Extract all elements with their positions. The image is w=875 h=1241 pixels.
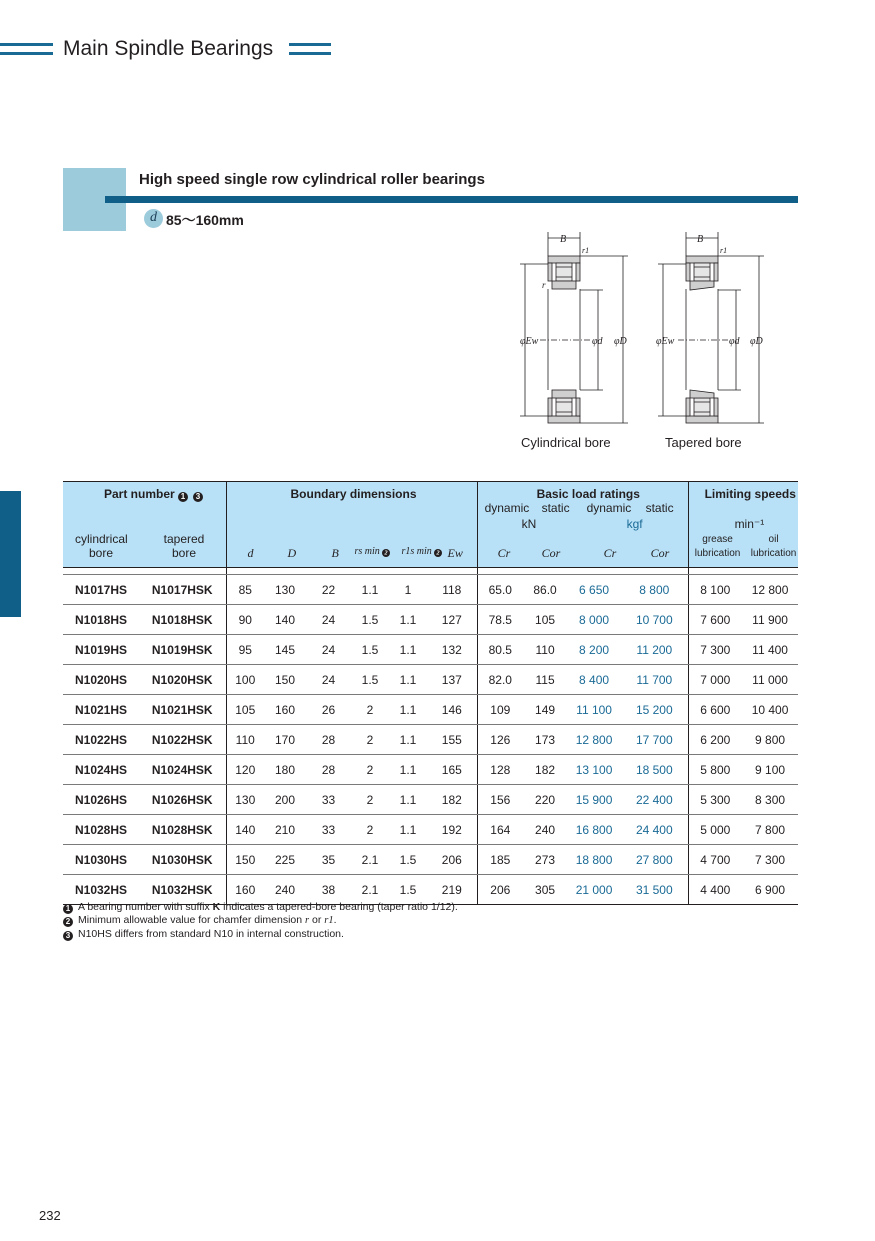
tapered-bore-diagram bbox=[658, 232, 764, 423]
cell-tap: N1026HSK bbox=[139, 785, 226, 815]
cell-d: 130 bbox=[226, 785, 264, 815]
cell-tap: N1017HSK bbox=[139, 575, 226, 605]
cell-d: 105 bbox=[226, 695, 264, 725]
table-row bbox=[63, 755, 798, 785]
col-Cr-kgf-header: Cr bbox=[603, 546, 617, 560]
basic-load-ratings-title: Basic load ratings bbox=[536, 487, 640, 501]
cell-d: 145 bbox=[264, 635, 306, 665]
col-rs-header: rs min 2 bbox=[355, 546, 396, 558]
cell-cor-kn: 240 bbox=[523, 815, 567, 845]
cell-ew: 192 bbox=[427, 815, 477, 845]
table-row bbox=[63, 815, 798, 845]
table-row bbox=[63, 665, 798, 695]
section-bar bbox=[105, 196, 798, 203]
col-D-header: D bbox=[287, 546, 297, 560]
diagram-label-B-tap: B bbox=[697, 234, 704, 245]
cell-d: 160 bbox=[264, 695, 306, 725]
cell-cyl: N1030HS bbox=[63, 845, 139, 875]
cell-b: 26 bbox=[306, 695, 351, 725]
oil-lubrication-header: oil lubrication bbox=[750, 534, 797, 559]
cell-r1s: 1 bbox=[389, 575, 427, 605]
table-row bbox=[63, 875, 798, 905]
cylindrical-bore-diagram bbox=[520, 232, 628, 423]
cell-cor-kgf: 8 800 bbox=[621, 575, 688, 605]
cell-b: 35 bbox=[306, 845, 351, 875]
cell-cor-kgf: 31 500 bbox=[621, 875, 688, 905]
cell-cr-kgf: 8 000 bbox=[567, 605, 621, 635]
cell-cyl: N1022HS bbox=[63, 725, 139, 755]
cell-r1s: 1.1 bbox=[389, 725, 427, 755]
cell-cor-kn: 305 bbox=[523, 875, 567, 905]
cell-cr-kn: 185 bbox=[477, 845, 523, 875]
cell-cyl: N1018HS bbox=[63, 605, 139, 635]
cell-d: 180 bbox=[264, 755, 306, 785]
cell-grease: 5 800 bbox=[688, 755, 742, 785]
cell-d: 150 bbox=[264, 665, 306, 695]
cell-cr-kn: 206 bbox=[477, 875, 523, 905]
cell-oil: 6 900 bbox=[742, 875, 798, 905]
cell-b: 38 bbox=[306, 875, 351, 905]
cell-oil: 12 800 bbox=[742, 575, 798, 605]
header-rule-left-1 bbox=[0, 43, 53, 46]
cell-d: 160 bbox=[226, 875, 264, 905]
col-d-header: d bbox=[247, 546, 254, 560]
cell-cr-kgf: 13 100 bbox=[567, 755, 621, 785]
footnote-1-marker: 1 bbox=[63, 904, 73, 914]
cell-cor-kn: 182 bbox=[523, 755, 567, 785]
page-number: 232 bbox=[39, 1208, 61, 1223]
cell-cr-kn: 65.0 bbox=[477, 575, 523, 605]
cell-ew: 182 bbox=[427, 785, 477, 815]
basic-load-ratings-header bbox=[477, 482, 688, 568]
cell-tap: N1021HSK bbox=[139, 695, 226, 725]
cell-b: 24 bbox=[306, 665, 351, 695]
cell-tap: N1024HSK bbox=[139, 755, 226, 785]
cell-cr-kgf: 18 800 bbox=[567, 845, 621, 875]
cell-grease: 5 300 bbox=[688, 785, 742, 815]
cell-ew: 165 bbox=[427, 755, 477, 785]
bearing-table bbox=[63, 481, 798, 905]
cell-tap: N1019HSK bbox=[139, 635, 226, 665]
cell-grease: 5 000 bbox=[688, 815, 742, 845]
cell-grease: 8 100 bbox=[688, 575, 742, 605]
cell-rs: 2 bbox=[351, 755, 389, 785]
cell-rs: 2 bbox=[351, 725, 389, 755]
cell-oil: 7 300 bbox=[742, 845, 798, 875]
col-Cor-kgf-header: Cor bbox=[650, 546, 670, 560]
cell-cyl: N1020HS bbox=[63, 665, 139, 695]
table-row bbox=[63, 605, 798, 635]
diagram-label-r-cyl: r bbox=[542, 280, 546, 290]
part-number-title: Part number 1 3 bbox=[104, 487, 208, 502]
cell-d: 110 bbox=[226, 725, 264, 755]
d-symbol-badge: d bbox=[144, 209, 163, 228]
diagram-label-r1-cyl: r1 bbox=[582, 246, 590, 255]
cell-grease: 7 300 bbox=[688, 635, 742, 665]
cell-rs: 1.5 bbox=[351, 605, 389, 635]
diagram-label-d-cyl: φd bbox=[592, 336, 603, 347]
static-kgf-label: static bbox=[645, 501, 674, 515]
cell-cor-kgf: 11 200 bbox=[621, 635, 688, 665]
footnote-2: 2 Minimum allowable value for chamfer dimension r or r1. bbox=[63, 914, 337, 927]
cell-cr-kgf: 16 800 bbox=[567, 815, 621, 845]
cylindrical-bore-header: cylindrical bore bbox=[75, 532, 128, 560]
note-1-marker: 1 bbox=[178, 492, 188, 502]
cell-b: 33 bbox=[306, 815, 351, 845]
note-3-marker: 3 bbox=[193, 492, 203, 502]
part-number-header bbox=[63, 482, 226, 568]
cell-cr-kgf: 11 100 bbox=[567, 695, 621, 725]
cell-r1s: 1.1 bbox=[389, 815, 427, 845]
cell-cyl: N1024HS bbox=[63, 755, 139, 785]
cell-tap: N1028HSK bbox=[139, 815, 226, 845]
table-row bbox=[63, 575, 798, 605]
kgf-unit: kgf bbox=[626, 517, 643, 531]
cell-ew: 146 bbox=[427, 695, 477, 725]
tapered-bore-caption: Tapered bore bbox=[665, 435, 742, 450]
cell-rs: 2 bbox=[351, 785, 389, 815]
cell-ew: 127 bbox=[427, 605, 477, 635]
cell-cr-kn: 156 bbox=[477, 785, 523, 815]
header-rule-right-2 bbox=[289, 52, 331, 55]
cell-cyl: N1017HS bbox=[63, 575, 139, 605]
cell-r1s: 1.5 bbox=[389, 875, 427, 905]
diagram-label-D-cyl: φD bbox=[614, 336, 627, 347]
d-range: 85～160mm bbox=[166, 212, 244, 228]
section-title: High speed single row cylindrical roller bearings bbox=[139, 171, 485, 188]
cell-b: 28 bbox=[306, 755, 351, 785]
table-row bbox=[63, 845, 798, 875]
page-title: Main Spindle Bearings bbox=[63, 37, 274, 60]
cell-cr-kn: 126 bbox=[477, 725, 523, 755]
cell-ew: 132 bbox=[427, 635, 477, 665]
cell-r1s: 1.1 bbox=[389, 635, 427, 665]
cell-rs: 1.5 bbox=[351, 635, 389, 665]
cell-rs: 2.1 bbox=[351, 845, 389, 875]
cell-oil: 11 400 bbox=[742, 635, 798, 665]
cell-grease: 7 600 bbox=[688, 605, 742, 635]
cell-oil: 9 100 bbox=[742, 755, 798, 785]
cell-r1s: 1.1 bbox=[389, 665, 427, 695]
cell-rs: 2.1 bbox=[351, 875, 389, 905]
limiting-speeds-title: Limiting speeds bbox=[704, 487, 796, 501]
bearing-diagrams bbox=[505, 228, 795, 433]
cell-cor-kn: 110 bbox=[523, 635, 567, 665]
cell-oil: 9 800 bbox=[742, 725, 798, 755]
cell-cr-kgf: 8 400 bbox=[567, 665, 621, 695]
cell-b: 24 bbox=[306, 635, 351, 665]
cell-tap: N1030HSK bbox=[139, 845, 226, 875]
cell-cr-kn: 80.5 bbox=[477, 635, 523, 665]
table-row bbox=[63, 695, 798, 725]
table-row bbox=[63, 785, 798, 815]
cell-b: 33 bbox=[306, 785, 351, 815]
cell-r1s: 1.1 bbox=[389, 785, 427, 815]
cell-d: 200 bbox=[264, 785, 306, 815]
cell-d: 210 bbox=[264, 815, 306, 845]
cell-cor-kgf: 15 200 bbox=[621, 695, 688, 725]
tapered-bore-header: tapered bore bbox=[163, 532, 205, 560]
cell-cyl: N1026HS bbox=[63, 785, 139, 815]
cell-d: 225 bbox=[264, 845, 306, 875]
cell-rs: 1.1 bbox=[351, 575, 389, 605]
limiting-speeds-header bbox=[688, 482, 798, 568]
col-Ew-header: Ew bbox=[447, 546, 463, 560]
cell-oil: 10 400 bbox=[742, 695, 798, 725]
cell-d: 170 bbox=[264, 725, 306, 755]
cell-cr-kn: 82.0 bbox=[477, 665, 523, 695]
col-r1s-header: r1s min 2 bbox=[402, 546, 448, 558]
cell-d: 85 bbox=[226, 575, 264, 605]
grease-lubrication-header: grease lubrication bbox=[694, 534, 741, 559]
cell-rs: 2 bbox=[351, 815, 389, 845]
col-Cor-header: Cor bbox=[541, 546, 561, 560]
cell-cor-kgf: 27 800 bbox=[621, 845, 688, 875]
cell-cyl: N1028HS bbox=[63, 815, 139, 845]
diagram-label-B-cyl: B bbox=[560, 234, 567, 245]
boundary-dimensions-header bbox=[226, 482, 477, 568]
cell-tap: N1020HSK bbox=[139, 665, 226, 695]
header-rule-right-1 bbox=[289, 43, 331, 46]
cell-ew: 155 bbox=[427, 725, 477, 755]
cell-ew: 118 bbox=[427, 575, 477, 605]
cell-b: 28 bbox=[306, 725, 351, 755]
cell-rs: 1.5 bbox=[351, 665, 389, 695]
cell-oil: 11 900 bbox=[742, 605, 798, 635]
cell-cr-kgf: 12 800 bbox=[567, 725, 621, 755]
cell-grease: 7 000 bbox=[688, 665, 742, 695]
table-row bbox=[63, 725, 798, 755]
cell-b: 22 bbox=[306, 575, 351, 605]
cell-cr-kn: 78.5 bbox=[477, 605, 523, 635]
col-Cr-header: Cr bbox=[497, 546, 511, 560]
cell-d: 100 bbox=[226, 665, 264, 695]
cell-cor-kn: 105 bbox=[523, 605, 567, 635]
footnote-1: 1 A bearing number with suffix K indicates a tapered-bore bearing (taper ratio 1/12). bbox=[63, 901, 458, 914]
cell-cyl: N1019HS bbox=[63, 635, 139, 665]
cell-cor-kn: 173 bbox=[523, 725, 567, 755]
note-2-marker-r1s: 2 bbox=[434, 549, 442, 557]
diagram-label-ew-cyl: φEw bbox=[520, 336, 539, 347]
cell-grease: 4 700 bbox=[688, 845, 742, 875]
table-row bbox=[63, 635, 798, 665]
cell-oil: 7 800 bbox=[742, 815, 798, 845]
cell-cor-kgf: 11 700 bbox=[621, 665, 688, 695]
cell-rs: 2 bbox=[351, 695, 389, 725]
cell-cor-kn: 86.0 bbox=[523, 575, 567, 605]
note-2-marker-rs: 2 bbox=[382, 549, 390, 557]
cell-cor-kn: 220 bbox=[523, 785, 567, 815]
cell-cor-kgf: 24 400 bbox=[621, 815, 688, 845]
dynamic-kN-label: dynamic bbox=[484, 501, 530, 515]
cell-r1s: 1.1 bbox=[389, 755, 427, 785]
min-unit: min⁻¹ bbox=[734, 517, 765, 531]
cell-oil: 11 000 bbox=[742, 665, 798, 695]
cell-tap: N1022HSK bbox=[139, 725, 226, 755]
cylindrical-bore-caption: Cylindrical bore bbox=[521, 435, 611, 450]
cell-cr-kn: 164 bbox=[477, 815, 523, 845]
diagram-label-d-tap: φd bbox=[729, 336, 740, 347]
kN-unit: kN bbox=[521, 517, 537, 531]
cell-cr-kgf: 21 000 bbox=[567, 875, 621, 905]
col-B-header: B bbox=[331, 546, 339, 560]
cell-cor-kn: 149 bbox=[523, 695, 567, 725]
cell-ew: 137 bbox=[427, 665, 477, 695]
cell-d: 240 bbox=[264, 875, 306, 905]
cell-d: 130 bbox=[264, 575, 306, 605]
cell-cor-kgf: 18 500 bbox=[621, 755, 688, 785]
header-rule-left-2 bbox=[0, 52, 53, 55]
footnote-3-marker: 3 bbox=[63, 931, 73, 941]
cell-d: 140 bbox=[226, 815, 264, 845]
cell-cyl: N1032HS bbox=[63, 875, 139, 905]
cell-ew: 219 bbox=[427, 875, 477, 905]
cell-d: 120 bbox=[226, 755, 264, 785]
cell-b: 24 bbox=[306, 605, 351, 635]
static-kN-label: static bbox=[541, 501, 570, 515]
footnote-3: 3 N10HS differs from standard N10 in internal construction. bbox=[63, 928, 344, 941]
cell-r1s: 1.1 bbox=[389, 605, 427, 635]
diagram-label-r1-tap: r1 bbox=[720, 246, 728, 255]
cell-cor-kn: 115 bbox=[523, 665, 567, 695]
cell-oil: 8 300 bbox=[742, 785, 798, 815]
side-tab bbox=[0, 491, 21, 617]
cell-grease: 6 200 bbox=[688, 725, 742, 755]
cell-d: 140 bbox=[264, 605, 306, 635]
boundary-dimensions-title: Boundary dimensions bbox=[290, 487, 417, 501]
cell-cr-kgf: 8 200 bbox=[567, 635, 621, 665]
cell-grease: 6 600 bbox=[688, 695, 742, 725]
cell-cyl: N1021HS bbox=[63, 695, 139, 725]
cell-r1s: 1.5 bbox=[389, 845, 427, 875]
cell-cor-kgf: 17 700 bbox=[621, 725, 688, 755]
cell-cor-kgf: 10 700 bbox=[621, 605, 688, 635]
cell-cr-kn: 128 bbox=[477, 755, 523, 785]
cell-tap: N1018HSK bbox=[139, 605, 226, 635]
cell-grease: 4 400 bbox=[688, 875, 742, 905]
dynamic-kgf-label: dynamic bbox=[586, 501, 632, 515]
cell-r1s: 1.1 bbox=[389, 695, 427, 725]
cell-cr-kn: 109 bbox=[477, 695, 523, 725]
diagram-label-D-tap: φD bbox=[750, 336, 763, 347]
cell-cor-kn: 273 bbox=[523, 845, 567, 875]
cell-ew: 206 bbox=[427, 845, 477, 875]
cell-tap: N1032HSK bbox=[139, 875, 226, 905]
cell-d: 90 bbox=[226, 605, 264, 635]
diagram-label-ew-tap: φEw bbox=[656, 336, 675, 347]
cell-cr-kgf: 6 650 bbox=[567, 575, 621, 605]
cell-d: 150 bbox=[226, 845, 264, 875]
cell-cr-kgf: 15 900 bbox=[567, 785, 621, 815]
cell-cor-kgf: 22 400 bbox=[621, 785, 688, 815]
footnote-2-marker: 2 bbox=[63, 917, 73, 927]
cell-d: 95 bbox=[226, 635, 264, 665]
